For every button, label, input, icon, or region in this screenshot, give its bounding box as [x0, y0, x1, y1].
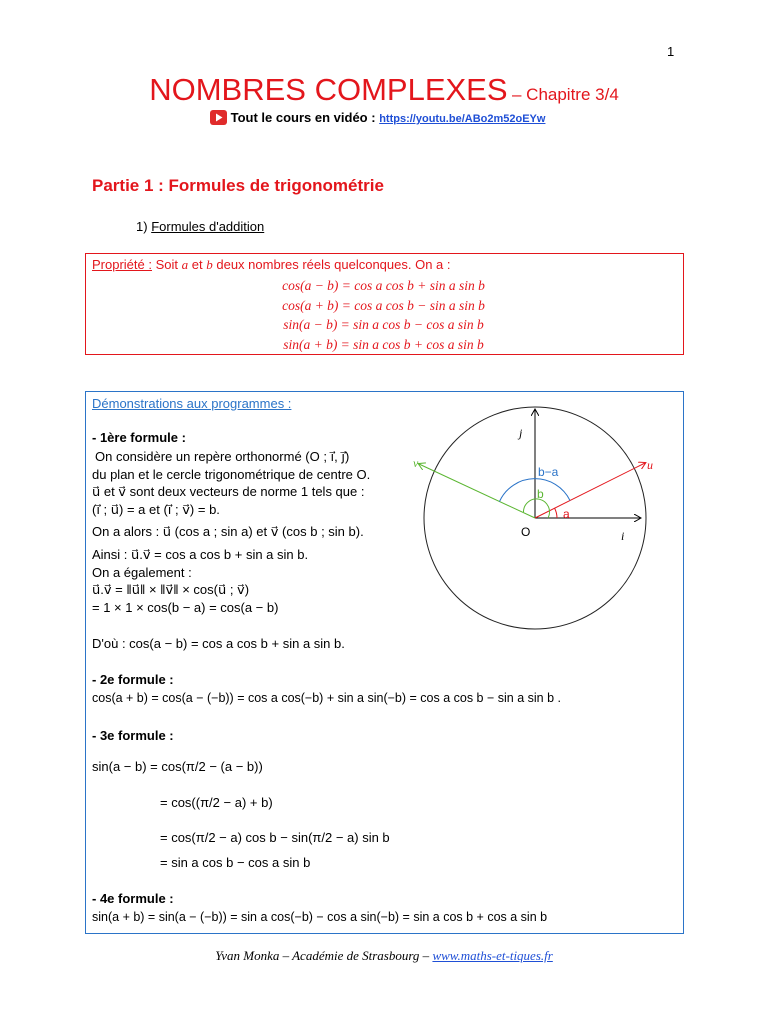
f1-line-2: du plan et le cercle trigonométrique de centre O.	[92, 466, 371, 482]
formula2-text: cos(a + b) = cos(a − (−b)) = cos a cos(−b) + sin a sin(−b) = cos a cos b − sin a sin b .	[92, 691, 561, 705]
a-label: a	[563, 507, 570, 521]
property-label: Propriété :	[92, 257, 152, 272]
formula-cos-plus: cos(a + b) = cos a cos b − sin a sin b	[282, 297, 485, 313]
v-label: v⃗	[413, 456, 428, 470]
formula4-text: sin(a + b) = sin(a − (−b)) = sin a cos(−b) − cos a sin(−b) = sin a cos b + cos a sin b	[92, 910, 548, 924]
f1-line-9: = 1 × 1 × cos(b − a) = cos(a − b)	[92, 599, 279, 615]
title-chapter: – Chapitre 3/4	[511, 85, 619, 104]
b-label: b	[537, 487, 544, 501]
page-number: 1	[667, 44, 675, 59]
formula1-text	[92, 448, 370, 616]
section-title: Partie 1 : Formules de trigonométrie	[92, 176, 384, 195]
f1-line-7: On a également :	[92, 564, 192, 580]
footer-link[interactable]: www.maths-et-tiques.fr	[432, 948, 553, 963]
f3-line-1: sin(a − b) = cos(π/2 − (a − b))	[92, 759, 263, 774]
subsection-number: 1)	[136, 219, 148, 234]
property-var-a: a	[181, 257, 189, 272]
formula-sin-minus: sin(a − b) = sin a cos b − cos a sin b	[283, 317, 484, 332]
f1-line-4: (i⃗ ; u⃗) = a et (i⃗ ; v⃗) = b.	[92, 501, 220, 517]
footer-text: Yvan Monka – Académie de Strasbourg –	[215, 948, 430, 963]
title-main: NOMBRES COMPLEXES	[149, 72, 508, 107]
f1-line-5: On a alors : u⃗ (cos a ; sin a) et v⃗ (cos b ; sin b).	[92, 524, 364, 539]
f1-conclusion: D'où : cos(a − b) = cos a cos b + sin a sin b.	[92, 636, 345, 651]
formula3-label: - 3e formule :	[92, 728, 174, 743]
formula-cos-minus: cos(a − b) = cos a cos b + sin a sin b	[282, 278, 485, 293]
i-label: i⃗	[621, 529, 634, 543]
page-title	[0, 72, 768, 108]
demo-title: Démonstrations aux programmes :	[92, 396, 292, 411]
video-link[interactable]: https://youtu.be/ABo2m52oEYw	[379, 113, 546, 125]
formula4-label: - 4e formule :	[92, 891, 174, 906]
formula2-label: - 2e formule :	[92, 672, 174, 687]
footer	[0, 948, 768, 964]
subsection-label: Formules d'addition	[151, 219, 265, 234]
youtube-icon	[210, 110, 227, 125]
property-text-3: deux nombres réels quelconques. On a :	[216, 257, 451, 272]
ba-label: b−a	[538, 465, 559, 479]
property-intro	[92, 257, 451, 273]
angle-a-arc	[555, 508, 558, 518]
f3-line-3: = cos(π/2 − a) cos b − sin(π/2 − a) sin b	[160, 830, 390, 845]
formula-sin-plus: sin(a + b) = sin a cos b + cos a sin b	[283, 336, 484, 352]
j-label: j⃗	[519, 426, 532, 440]
property-formulas	[85, 276, 682, 354]
property-var-b: b	[206, 257, 213, 272]
f3-line-4: = sin a cos b − cos a sin b	[160, 855, 311, 870]
trig-circle-figure	[405, 400, 680, 660]
angle-b-arc	[523, 499, 549, 518]
f1-line-8: u⃗.v⃗ = ‖u⃗‖ × ‖v⃗‖ × cos(u⃗ ; v⃗)	[92, 582, 250, 597]
f1-line-6: Ainsi : u⃗.v⃗ = cos a cos b + sin a sin b.	[92, 547, 309, 562]
property-text-2: et	[191, 257, 203, 272]
v-vector	[419, 464, 535, 518]
origin-label: O	[521, 525, 531, 539]
f1-line-3: u⃗ et v⃗ sont deux vecteurs de norme 1 tels que :	[92, 484, 365, 499]
subsection-title	[136, 219, 264, 234]
video-line	[210, 110, 545, 125]
property-text-1: Soit	[155, 257, 179, 272]
f3-line-2: = cos((π/2 − a) + b)	[160, 795, 273, 810]
formula1-label: - 1ère formule :	[92, 430, 186, 445]
f1-line-1: On considère un repère orthonormé (O ; i⃗, j⃗)	[95, 449, 350, 464]
video-text: Tout le cours en vidéo :	[230, 110, 376, 125]
u-label: u⃗	[647, 458, 663, 472]
